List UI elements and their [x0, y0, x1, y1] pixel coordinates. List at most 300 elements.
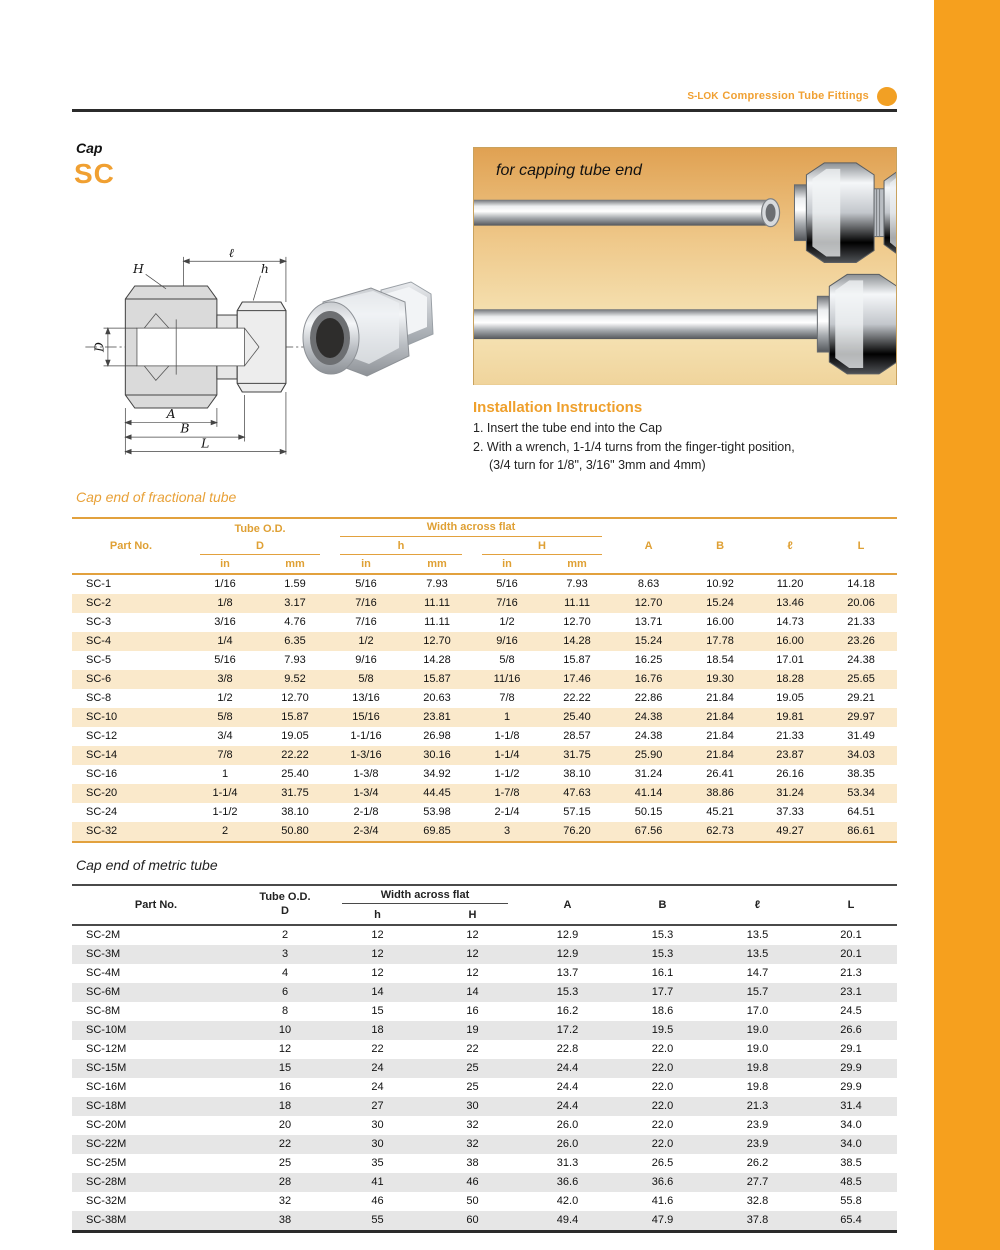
- table-cell: 10.92: [706, 578, 734, 591]
- table-cell: 3: [503, 825, 511, 838]
- table-row: [72, 1192, 897, 1211]
- table-cell: 22.22: [281, 749, 309, 762]
- table-cell: 64.51: [847, 806, 875, 819]
- table-cell: 15/16: [352, 711, 380, 724]
- metric-table-title: Cap end of metric tube: [76, 857, 218, 873]
- table-cell: 20: [278, 1119, 292, 1132]
- table-row: [72, 1021, 897, 1040]
- col-width-across-flat: Width across flat: [330, 518, 612, 539]
- table-cell: 19.05: [281, 730, 309, 743]
- table-cell: 26.5: [651, 1157, 674, 1170]
- table-cell: 31.75: [281, 787, 309, 800]
- table-cell: 15.3: [651, 948, 674, 961]
- dim-label-H: H: [133, 261, 144, 276]
- table-cell: 22: [371, 1043, 384, 1056]
- table-row: [72, 983, 897, 1002]
- table-cell: 20.1: [840, 948, 862, 961]
- table-cell: 31.75: [563, 749, 591, 762]
- table-cell: 16.00: [776, 635, 804, 648]
- table-cell: 14.28: [563, 635, 591, 648]
- table-cell: 26.6: [840, 1024, 862, 1037]
- table-cell: 38.35: [847, 768, 875, 781]
- table-cell: 1/2: [217, 692, 233, 705]
- table-cell: 25.65: [847, 673, 875, 686]
- table-cell: SC-3: [86, 616, 112, 629]
- table-cell: 14: [466, 986, 479, 999]
- table-cell: 2-1/4: [494, 806, 520, 819]
- table-cell: 18.6: [651, 1005, 674, 1018]
- table-cell: 3.17: [284, 597, 306, 610]
- page-header: [72, 84, 897, 108]
- table-cell: 5/16: [496, 578, 518, 591]
- table-cell: 38.10: [281, 806, 309, 819]
- table-cell: 22.0: [651, 1081, 674, 1094]
- table-cell: 45.21: [706, 806, 734, 819]
- table-cell: 22.22: [563, 692, 591, 705]
- table-row: [72, 574, 897, 594]
- table-cell: 25: [278, 1157, 292, 1170]
- table-cell: 24.38: [634, 711, 663, 724]
- table-cell: 1-1/2: [212, 806, 238, 819]
- table-cell: SC-4: [86, 635, 112, 648]
- table-cell: SC-32M: [86, 1195, 127, 1208]
- dim-label-ell: ℓ: [228, 245, 235, 260]
- table-cell: 1-1/4: [494, 749, 520, 762]
- col-B: B: [685, 518, 755, 574]
- table-cell: 57.15: [563, 806, 591, 819]
- table-cell: 1-3/16: [350, 749, 382, 762]
- table-cell: 1/2: [358, 635, 374, 648]
- table-cell: 27: [371, 1100, 384, 1113]
- table-cell: 5/8: [217, 711, 233, 724]
- table-row: [72, 784, 897, 803]
- header-rule: [72, 109, 897, 112]
- table-cell: 19.05: [776, 692, 804, 705]
- table-cell: 2: [281, 929, 289, 942]
- table-cell: 19: [466, 1024, 479, 1037]
- table-cell: 27.7: [746, 1176, 769, 1189]
- table-row: [72, 1154, 897, 1173]
- table-cell: 17.2: [556, 1024, 579, 1037]
- table-cell: 21.84: [706, 692, 734, 705]
- table-cell: 62.73: [706, 825, 734, 838]
- table-cell: 16.2: [556, 1005, 579, 1018]
- table-row: [72, 1002, 897, 1021]
- table-cell: 31.49: [847, 730, 875, 743]
- table-cell: 12: [278, 1043, 292, 1056]
- table-row: [72, 1059, 897, 1078]
- col-mm: mm: [260, 556, 330, 574]
- table-cell: 14.28: [423, 654, 451, 667]
- col-width-across-flat: Width across flat: [330, 885, 520, 907]
- table-cell: 8: [281, 1005, 289, 1018]
- table-cell: 49.27: [776, 825, 804, 838]
- table-cell: 20.1: [840, 929, 862, 942]
- table-cell: 24.4: [556, 1062, 579, 1075]
- table-cell: 25.40: [563, 711, 591, 724]
- table-cell: 24.38: [634, 730, 663, 743]
- table-cell: 34.0: [840, 1119, 862, 1132]
- table-cell: 7/16: [496, 597, 518, 610]
- table-cell: 14: [371, 986, 384, 999]
- table-cell: 1: [221, 768, 229, 781]
- table-cell: 6: [281, 986, 289, 999]
- col-tube-od: Tube O.D. D: [240, 885, 330, 925]
- table-cell: SC-12: [86, 730, 118, 743]
- table-cell: SC-20M: [86, 1119, 127, 1132]
- table-cell: 3: [281, 948, 289, 961]
- table-cell: 3/16: [214, 616, 236, 629]
- table-cell: 35: [371, 1157, 384, 1170]
- table-cell: 30: [371, 1119, 384, 1132]
- table-cell: 19.8: [746, 1081, 769, 1094]
- table-cell: 15.87: [281, 711, 309, 724]
- table-cell: 41: [371, 1176, 384, 1189]
- table-cell: 37.8: [746, 1214, 769, 1227]
- table-row: [72, 1135, 897, 1154]
- table-cell: 15.3: [556, 986, 579, 999]
- table-cell: 12.9: [556, 929, 579, 942]
- brand-logo: S-LOK: [687, 91, 719, 102]
- table-cell: 67.56: [634, 825, 663, 838]
- table-row: [72, 945, 897, 964]
- table-cell: SC-8: [86, 692, 112, 705]
- col-h: h: [330, 907, 425, 925]
- panel-caption: for capping tube end: [496, 162, 642, 179]
- table-cell: 1: [503, 711, 511, 724]
- table-cell: 2-1/8: [353, 806, 379, 819]
- table-cell: SC-5: [86, 654, 112, 667]
- table-cell: 46: [466, 1176, 479, 1189]
- table-cell: 42.0: [556, 1195, 579, 1208]
- table-cell: SC-2: [86, 597, 112, 610]
- table-cell: 17.78: [706, 635, 734, 648]
- table-cell: SC-28M: [86, 1176, 127, 1189]
- table-cell: SC-10: [86, 711, 118, 724]
- table-cell: 30: [371, 1138, 384, 1151]
- table-cell: 13.7: [556, 967, 579, 980]
- table-cell: 1/2: [499, 616, 515, 629]
- table-cell: 17.01: [776, 654, 804, 667]
- table-cell: 50.80: [281, 825, 309, 838]
- dim-label-A: A: [166, 407, 176, 422]
- table-cell: 24.5: [840, 1005, 862, 1018]
- col-ell: ℓ: [710, 885, 805, 925]
- install-step-1: 1. Insert the tube end into the Cap: [473, 421, 663, 435]
- table-cell: 1-3/4: [353, 787, 379, 800]
- table-cell: 22.86: [634, 692, 663, 705]
- table-row: [72, 925, 897, 945]
- table-cell: 21.3: [746, 1100, 769, 1113]
- dim-label-L: L: [201, 436, 210, 451]
- table-cell: 41.14: [634, 787, 663, 800]
- table-cell: 23.81: [423, 711, 451, 724]
- table-cell: SC-16M: [86, 1081, 127, 1094]
- table-cell: 24: [371, 1062, 384, 1075]
- table-cell: 15.24: [706, 597, 734, 610]
- table-cell: 28: [278, 1176, 292, 1189]
- table-cell: 28.57: [563, 730, 591, 743]
- dimension-drawing: [72, 238, 324, 456]
- table-cell: 31.24: [776, 787, 804, 800]
- table-cell: 23.87: [776, 749, 804, 762]
- table-cell: 1-1/2: [494, 768, 520, 781]
- brand-title: [687, 90, 869, 102]
- table-cell: 1/8: [217, 597, 233, 610]
- table-row: [72, 651, 897, 670]
- table-cell: 12: [371, 948, 384, 961]
- table-cell: 9/16: [496, 635, 518, 648]
- table-cell: 12: [466, 967, 479, 980]
- table-cell: SC-12M: [86, 1043, 127, 1056]
- table-cell: 31.4: [840, 1100, 862, 1113]
- table-cell: 29.1: [840, 1043, 862, 1056]
- table-row: [72, 1116, 897, 1135]
- table-cell: 26.98: [423, 730, 451, 743]
- install-step-2: 2. With a wrench, 1-1/4 turns from the finger-tight position,: [473, 440, 795, 454]
- table-cell: 20.63: [423, 692, 451, 705]
- table-cell: 36.6: [556, 1176, 579, 1189]
- table-cell: 1-1/16: [350, 730, 382, 743]
- table-cell: 31.3: [556, 1157, 579, 1170]
- col-in: in: [472, 556, 542, 574]
- table-cell: 25: [466, 1081, 479, 1094]
- table-cell: 38.86: [706, 787, 734, 800]
- table-cell: 86.61: [847, 825, 875, 838]
- table-cell: 17.46: [563, 673, 591, 686]
- table-row: [72, 727, 897, 746]
- table-cell: 15.87: [423, 673, 451, 686]
- table-cell: 22: [466, 1043, 479, 1056]
- table-cell: SC-6M: [86, 986, 121, 999]
- table-cell: 29.97: [847, 711, 875, 724]
- table-cell: 20.06: [847, 597, 875, 610]
- table-cell: 1.59: [284, 578, 306, 591]
- col-in: in: [190, 556, 260, 574]
- table-row: [72, 613, 897, 632]
- col-mm: mm: [402, 556, 472, 574]
- col-in: in: [330, 556, 402, 574]
- table-cell: SC-10M: [86, 1024, 127, 1037]
- table-cell: 14.7: [746, 967, 769, 980]
- table-cell: 14.73: [776, 616, 804, 629]
- table-cell: 38.10: [563, 768, 591, 781]
- table-cell: 11.11: [424, 616, 450, 629]
- col-L: L: [805, 885, 897, 925]
- table-cell: SC-25M: [86, 1157, 127, 1170]
- table-cell: 19.0: [746, 1043, 769, 1056]
- table-cell: SC-24: [86, 806, 118, 819]
- col-h: h: [330, 539, 472, 556]
- table-cell: 12: [371, 967, 384, 980]
- table-cell: 30: [466, 1100, 479, 1113]
- table-row: [72, 1040, 897, 1059]
- table-cell: 13/16: [352, 692, 380, 705]
- table-cell: 18: [278, 1100, 292, 1113]
- table-cell: 19.5: [651, 1024, 674, 1037]
- table-cell: SC-22M: [86, 1138, 127, 1151]
- table-cell: SC-2M: [86, 929, 121, 942]
- table-cell: 34.03: [847, 749, 875, 762]
- table-cell: 22.0: [651, 1138, 674, 1151]
- table-cell: 7/8: [217, 749, 233, 762]
- table-cell: 48.5: [840, 1176, 862, 1189]
- table-cell: 22.0: [651, 1043, 674, 1056]
- table-cell: 7.93: [284, 654, 306, 667]
- table-cell: 25.40: [281, 768, 309, 781]
- table-cell: 1/4: [217, 635, 233, 648]
- table-cell: 1/16: [214, 578, 236, 591]
- table-cell: 6.35: [284, 635, 306, 648]
- table-cell: 7.93: [426, 578, 448, 591]
- table-cell: 12: [466, 929, 479, 942]
- table-cell: 46: [371, 1195, 384, 1208]
- table-cell: 29.21: [847, 692, 875, 705]
- table-cell: 1-3/8: [353, 768, 379, 781]
- col-part-no: Part No.: [72, 885, 240, 925]
- fractional-table-title: Cap end of fractional tube: [76, 489, 237, 505]
- table-row: [72, 964, 897, 983]
- table-cell: 19.30: [706, 673, 734, 686]
- table-cell: SC-32: [86, 825, 118, 838]
- table-cell: 38: [278, 1214, 292, 1227]
- table-cell: 2-3/4: [353, 825, 379, 838]
- table-cell: 32: [278, 1195, 292, 1208]
- table-cell: 26.16: [776, 768, 804, 781]
- table-cell: 24.38: [847, 654, 875, 667]
- table-row: [72, 1097, 897, 1116]
- table-cell: SC-6: [86, 673, 112, 686]
- table-cell: 12.70: [423, 635, 451, 648]
- table-cell: 12.70: [563, 616, 591, 629]
- table-cell: SC-1: [86, 578, 112, 591]
- table-cell: 32: [466, 1138, 479, 1151]
- table-cell: 32.8: [746, 1195, 769, 1208]
- table-cell: 16.76: [634, 673, 663, 686]
- table-cell: 21.84: [706, 749, 734, 762]
- table-cell: 14.18: [847, 578, 875, 591]
- table-row: [72, 632, 897, 651]
- table-cell: 11.11: [424, 597, 450, 610]
- table-cell: 23.9: [746, 1138, 769, 1151]
- table-cell: 22: [278, 1138, 292, 1151]
- table-row: [72, 1211, 897, 1232]
- table-cell: 1-1/8: [494, 730, 520, 743]
- product-code: SC: [74, 158, 115, 189]
- table-cell: 25.90: [634, 749, 663, 762]
- table-cell: 26.41: [706, 768, 734, 781]
- table-row: [72, 1078, 897, 1097]
- table-cell: 5/16: [214, 654, 236, 667]
- table-cell: 12.9: [556, 948, 579, 961]
- table-cell: 55: [371, 1214, 384, 1227]
- table-cell: 7/16: [355, 616, 377, 629]
- table-cell: 29.9: [840, 1081, 862, 1094]
- col-D: D: [190, 539, 330, 556]
- col-tube-od: Tube O.D.: [234, 522, 286, 535]
- install-step-2b: (3/4 turn for 1/8", 3/16" 3mm and 4mm): [489, 458, 706, 472]
- table-cell: 4: [281, 967, 289, 980]
- table-cell: 37.33: [776, 806, 804, 819]
- table-cell: 24: [371, 1081, 384, 1094]
- table-cell: 7/8: [499, 692, 515, 705]
- table-cell: 30.16: [423, 749, 451, 762]
- table-cell: 21.84: [706, 711, 734, 724]
- table-cell: 25: [466, 1062, 479, 1075]
- table-cell: 50.15: [634, 806, 663, 819]
- col-part-no: Part No.: [72, 518, 190, 574]
- table-cell: 12: [371, 929, 384, 942]
- table-cell: SC-15M: [86, 1062, 127, 1075]
- table-cell: 60: [466, 1214, 479, 1227]
- table-cell: SC-14: [86, 749, 118, 762]
- table-cell: 50: [466, 1195, 479, 1208]
- table-cell: 47.9: [651, 1214, 674, 1227]
- col-ell: ℓ: [755, 518, 825, 574]
- table-cell: 7.93: [566, 578, 588, 591]
- table-cell: 22.8: [556, 1043, 579, 1056]
- table-cell: 13.5: [746, 948, 769, 961]
- table-cell: 17.7: [651, 986, 674, 999]
- tube-photo: [474, 148, 896, 385]
- table-cell: 22.0: [651, 1062, 674, 1075]
- table-cell: 13.5: [746, 929, 769, 942]
- table-cell: 21.33: [847, 616, 875, 629]
- table-cell: 47.63: [563, 787, 591, 800]
- install-title: Installation Instructions: [473, 399, 643, 416]
- table-cell: 18.28: [776, 673, 804, 686]
- table-cell: 34.0: [840, 1138, 862, 1151]
- table-cell: 36.6: [651, 1176, 674, 1189]
- table-cell: 34.92: [423, 768, 451, 781]
- table-cell: 12.70: [634, 597, 663, 610]
- table-cell: 19.0: [746, 1024, 769, 1037]
- table-cell: 15: [371, 1005, 384, 1018]
- product-category: Cap: [76, 140, 103, 156]
- table-row: [72, 594, 897, 613]
- table-cell: 16: [278, 1081, 292, 1094]
- table-cell: 41.6: [651, 1195, 674, 1208]
- table-cell: 11.11: [564, 597, 590, 610]
- table-cell: 21.3: [840, 967, 862, 980]
- table-cell: 18: [371, 1024, 384, 1037]
- table-cell: 44.45: [423, 787, 451, 800]
- table-cell: SC-20: [86, 787, 118, 800]
- table-cell: 24.4: [556, 1100, 579, 1113]
- brand-suffix: Compression Tube Fittings: [722, 90, 869, 102]
- col-L: L: [825, 518, 897, 574]
- dim-label-h: h: [260, 261, 269, 276]
- table-cell: 53.98: [423, 806, 451, 819]
- table-cell: 16: [466, 1005, 479, 1018]
- table-cell: 13.71: [634, 616, 663, 629]
- table-cell: 8.63: [637, 578, 660, 591]
- dim-label-B: B: [180, 421, 190, 436]
- table-cell: 15.87: [563, 654, 591, 667]
- table-cell: 13.46: [776, 597, 804, 610]
- table-cell: 16.25: [634, 654, 663, 667]
- page-edge-band: [934, 0, 1000, 1250]
- table-cell: SC-3M: [86, 948, 121, 961]
- application-photo-panel: [473, 147, 897, 385]
- table-cell: 31.24: [634, 768, 663, 781]
- fitting-photo: [293, 272, 443, 390]
- table-row: [72, 765, 897, 784]
- table-cell: 76.20: [563, 825, 591, 838]
- table-cell: 26.2: [746, 1157, 769, 1170]
- table-cell: 12: [466, 948, 479, 961]
- table-cell: 22.0: [651, 1119, 674, 1132]
